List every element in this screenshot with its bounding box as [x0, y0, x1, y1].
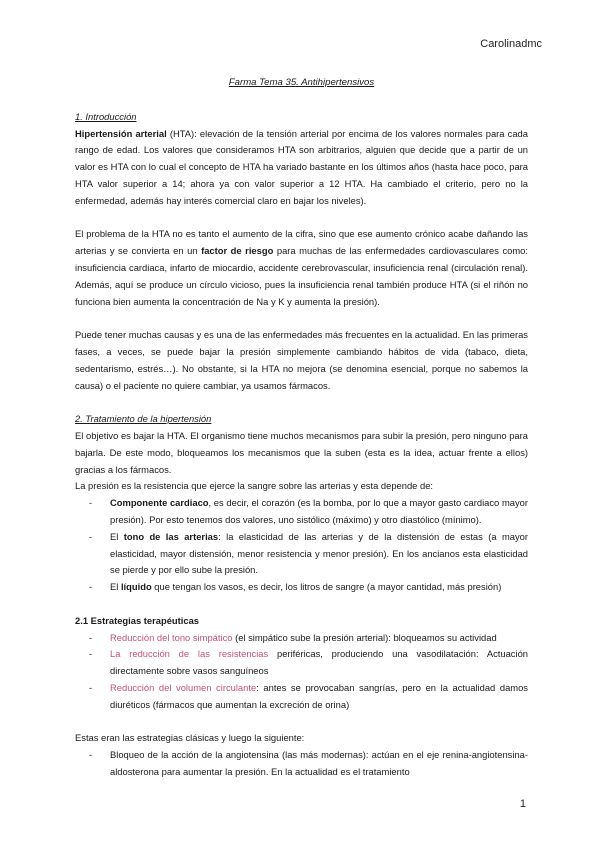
item-text: : antes se provocaban sangrías, pero en la actualidad damos diuréticos (fármacos que aumentan la excreción de orina) — [110, 681, 528, 710]
section-1-paragraph-1 — [75, 126, 528, 210]
highlighted-term: La reducción de las resistencias — [110, 648, 269, 660]
term-hta: Hipertensión arterial — [75, 127, 167, 139]
page-content — [75, 75, 528, 781]
item-text: que tengan los vasos, es decir, los litros de sangre (a mayor cantidad, más presión) — [151, 581, 502, 593]
page-number: 1 — [519, 798, 526, 810]
dash-bullet: - — [89, 749, 93, 761]
strategies-intro-2: Estas eran las estrategias clásicas y luego la siguiente: — [75, 732, 305, 744]
highlighted-term: Reducción del tono simpático — [110, 631, 233, 643]
dash-bullet: - — [89, 530, 93, 542]
section-2-1-heading: 2.1 Estrategias terapéuticas — [75, 614, 200, 626]
document-title: Farma Tema 35. Antihipertensivos — [228, 77, 375, 88]
item-text: periféricas, produciendo una vasodilatación: Actuación directamente sobre vasos sanguíneos — [110, 648, 529, 677]
section-1-paragraph-2 — [75, 226, 528, 310]
dash-bullet: - — [89, 681, 93, 693]
list-item — [75, 579, 528, 596]
modern-strategies-list — [75, 747, 528, 781]
list-item — [75, 747, 528, 781]
dash-bullet: - — [89, 581, 93, 593]
paragraph-text: El problema de la HTA no es tanto el aumento de la cifra, sino que ese aumento crónico acabe dañando las arterias y se convierta en un — [75, 228, 528, 257]
term-factor-riesgo: factor de riesgo — [201, 245, 274, 257]
item-text: : la elasticidad de las arterias y de la distensión de estas (a mayor elasticidad, mayor distensión, menor resistencia y menor presión). En los ancianos esta elasticidad se pierde y por ello sube la presión. — [110, 530, 529, 576]
section-1-paragraph-3: Puede tener muchas causas y es una de las enfermedades más frecuentes en la actualidad. En las primeras fases, a veces, se puede bajar la presión simplemente cambiando hábitos de vida (tabaco, dieta, sedentarismo, estrés…). No obstante, si la HTA no mejora (se denomina esencial, porque no sabemos la causa) o el paciente no quiere cambiar, ya usamos fármacos. — [75, 329, 528, 391]
item-bold-term: Componente cardiaco — [110, 497, 209, 509]
list-item — [75, 495, 528, 529]
section-1-heading: 1. Introducción — [75, 110, 137, 122]
item-bold-term: líquido — [120, 581, 152, 593]
item-text: (el simpático sube la presión arterial): bloqueamos su actividad — [232, 631, 497, 643]
paragraph-text: para muchas de las enfermedades cardiovasculares como: insuficiencia cardiaca, infarto de miocardio, accidente cerebrovascular, insuficiencia renal (circulación renal). Además, aquí se produce un círculo vicioso, pues la insuficiencia renal también produce HTA (si el riñón no funciona bien aumenta la concentración de Na y K y aumenta la presión). — [75, 245, 528, 307]
section-2-paragraph-1: El objetivo es bajar la HTA. El organismo tiene muchos mecanismos para subir la presión, pero ninguno para bajarla. De este modo, bloqueamos los mecanismos que la suben (esta es la idea, actuar frente a ellos) gracias a los fármacos. — [75, 429, 528, 475]
list-item — [75, 529, 528, 579]
dash-bullet: - — [89, 631, 93, 643]
highlighted-term: Reducción del volumen circulante — [110, 681, 257, 693]
item-prefix: El — [110, 530, 124, 542]
section-2-heading: 2. Tratamiento de la hipertensión — [75, 413, 212, 425]
list-item — [75, 630, 528, 647]
pressure-factors-list — [75, 495, 528, 596]
item-bold-term: tono de las arterias — [123, 530, 219, 542]
item-text: , es decir, el corazón (es la bomba, por lo que a mayor gasto cardiaco mayor presión). Por esto tenemos dos valores, uno sistólico (máximo) y otro diastólico (mínimo). — [110, 497, 528, 525]
dash-bullet: - — [89, 497, 93, 509]
author-header: Carolinadmc — [480, 38, 542, 50]
item-text: Bloqueo de la acción de la angiotensina (las más modernas): actúan en el eje renina-angiotensina-aldosterona para aumentar la presión. En la actualidad es el tratamiento — [110, 749, 528, 777]
item-prefix: El — [110, 581, 121, 593]
section-2-paragraph-2: La presión es la resistencia que ejerce la sangre sobre las arterias y esta depende de: — [75, 480, 434, 492]
list-item — [75, 680, 528, 714]
dash-bullet: - — [89, 648, 93, 660]
paragraph-text: (HTA): elevación de la tensión arterial por encima de los valores normales para cada rango de edad. Los valores que consideramos HTA son arbitrarios, alguien que decide que a partir de un valor es HTA con lo cual el concepto de HTA ha variado bastante en los últimos años (hasta hace poco, para HTA valor superior a 14; ahora ya con valor superior a 12 HTA. Ha cambiado el criterio, pero no la enfermedad, además hay interés comercial claro en bajar los niveles). — [75, 127, 528, 206]
list-item — [75, 646, 528, 680]
strategies-list — [75, 630, 528, 714]
